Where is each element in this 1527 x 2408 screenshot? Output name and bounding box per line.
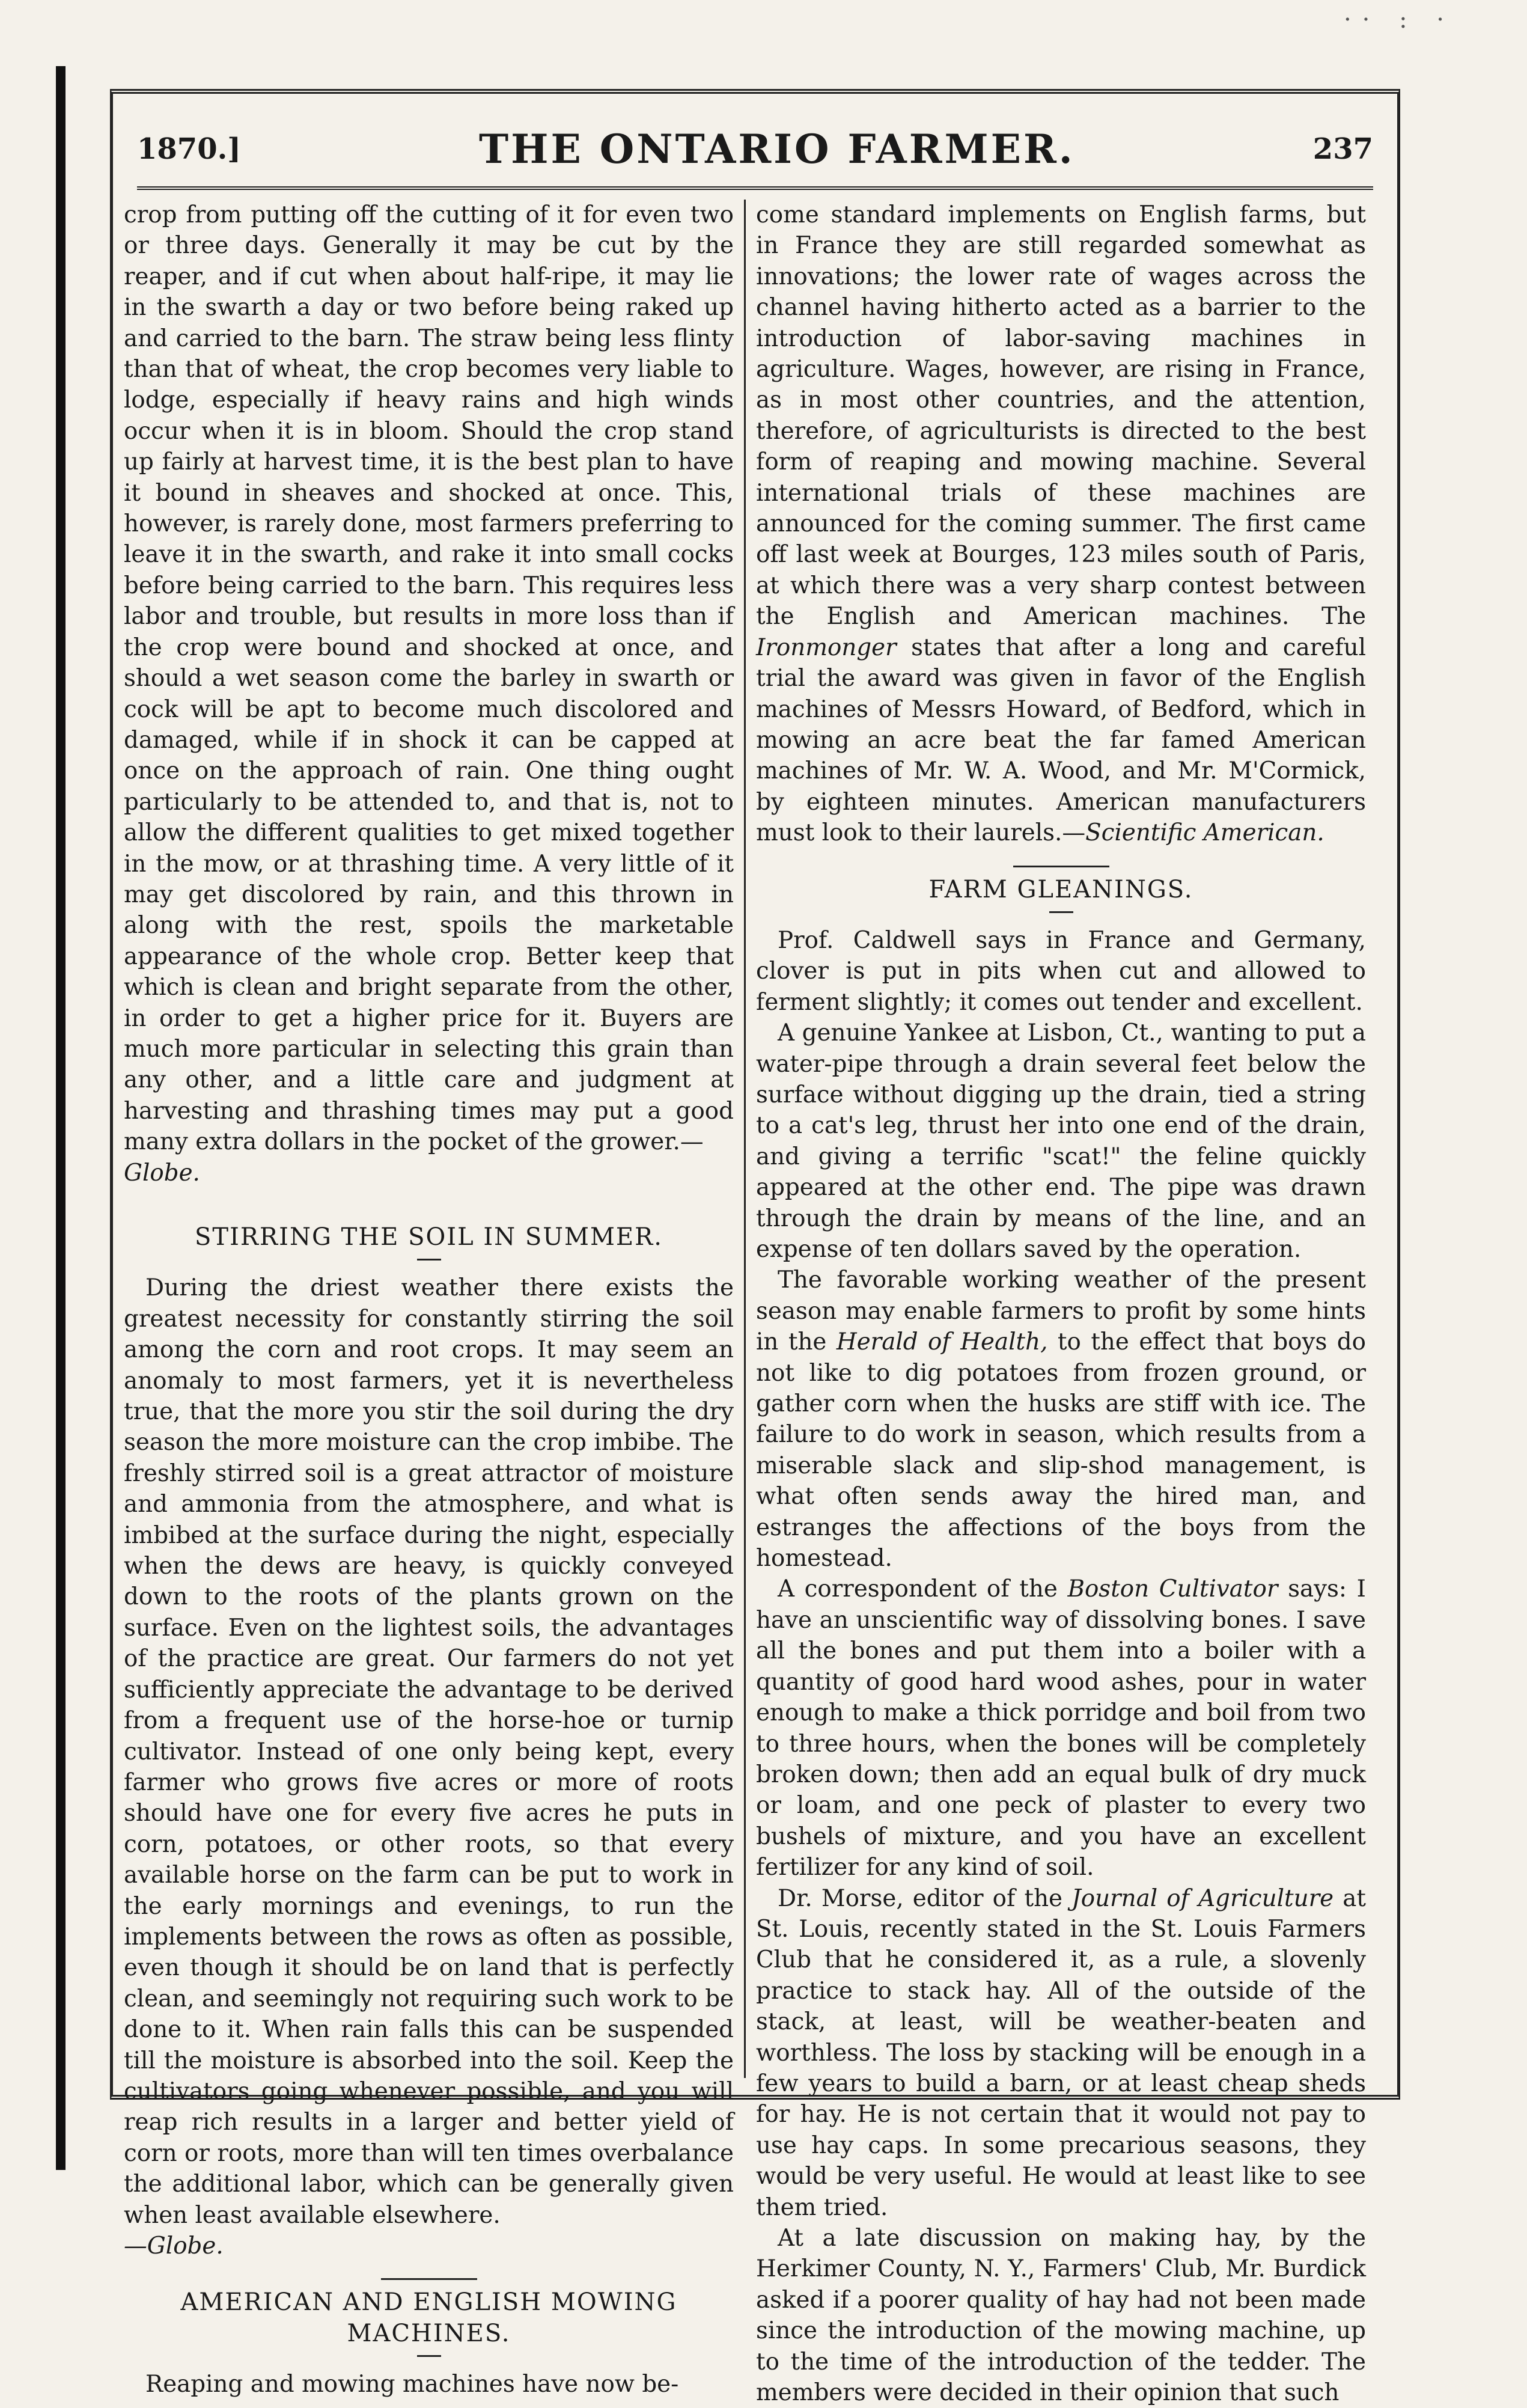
left-column [124, 200, 734, 2398]
page-frame [110, 89, 1400, 2407]
boston-cultivator-title: Boston Cultivator [1067, 1575, 1278, 1603]
stirring-soil-text: During the driest weather there exists the greatest necessity for constantly stirring the soil among the corn and root crops. It may seem an anomaly to most farmers, yet it is nevertheless true, that the more you stir the soil during the dry season the more moisture can the crop imbibe. The freshly stirred soil is a great attractor of moisture and ammonia from the atmosphere, and what is imbibed at the surface during the night, especially when the dews are heavy, is quickly conveyed down to the roots of the plants grown on the surface. Even on the lightest soils, the advantages of the practice are great. Our farmers do not yet sufficiently appreciate the advantage to be derived from a frequent use of the horse-hoe or turnip cultivator. Instead of one only being kept, every farmer who grows five acres or more of roots should have one for every five acres he puts in corn, potatoes, or other roots, so that every available horse on the farm can be put to work in the early mornings and evenings, to run the implements between the rows as often as possible, even though it should be on land that is perfectly clean, and seemingly not requiring such work to be done to it. When rain falls this can be suspended till the moisture is absorbed into the soil. Keep the cultivators going whenever possible, and you will reap rich results in a larger and better yield of corn or roots, more than will ten times overbalance the additional labor, which can be generally given when least available elsewhere. —Globe. [124, 1274, 734, 2260]
margin-marks: ·· : · [1343, 6, 1455, 34]
stirring-soil-source: —Globe. [124, 2232, 224, 2260]
ironmonger-title: Ironmonger [756, 634, 897, 661]
header-year: 1870.] [137, 132, 242, 166]
column-rule [744, 200, 746, 2078]
mowing-machines-source: Scientific American. [1085, 819, 1324, 847]
heading-dash [417, 2355, 441, 2357]
farm-gleanings-heading: FARM GLEANINGS. [928, 875, 1193, 903]
gleaning-stacking-hay: Dr. Morse, editor of the Journal of Agriculture at St. Louis, recently stated in the St. Louis Farmers Club that he considered it, as a rule, a slovenly practice to stack hay. All of the outside of the stack, at least, will be weather-beaten and worthless. The loss by stacking will be enough in a few years to build a barn, or at least cheap sheds for hay. He is not certain that it would not pay to use hay caps. In some precarious seasons, they would be very useful. He would at least like to see them tried. [756, 1884, 1366, 2221]
gleaning-yankee-cat: A genuine Yankee at Lisbon, Ct., wanting to put a water-pipe through a drain several feet below the surface without digging up the drain, tied a string to a cat's leg, thrust her into one end of the drain, and giving a terrific "scat!" the feline quickly appeared at the other end. The pipe was drawn through the drain by means of the line, and an expense of ten dollars saved by the operation. [756, 1019, 1366, 1263]
herald-of-health-title: Herald of Health, [836, 1328, 1048, 1356]
article-separator [1013, 866, 1109, 867]
heading-dash [417, 1259, 441, 1261]
stirring-soil-heading: STIRRING THE SOIL IN SUMMER. [195, 1223, 663, 1251]
barley-article-text: crop from putting off the cutting of it for even two or three days. Generally it may be cut by the reaper, and if cut when about half-ripe, it may lie in the swarth a day or two before being raked up and carried to the barn. The straw being less flinty than that of wheat, the crop becomes very liable to lodge, especially if heavy rains and high winds occur when it is in bloom. Should the crop stand up fairly at harvest time, it is the best plan to have it bound in sheaves and shocked at once. This, however, is rarely done, most farmers preferring to leave it in the swarth, and rake it into small cocks before being carried to the barn. This requires less labor and trouble, but results in more loss than if the crop were bound and shocked at once, and should a wet season come the barley in swarth or cock will be apt to become much discolored and damaged, while if in shock it can be capped at once on the approach of rain. One thing ought particularly to be attended to, and that is, not to allow the different qualities to get mixed together in the mow, or at thrashing time. A very little of it may get discolored by rain, and this thrown in along with the rest, spoils the marketable appearance of the whole crop. Better keep that which is clean and bright separate from the other, in order to get a higher price for it. Buyers are much more particular in selecting this grain than any other, and a little care and judgment at harvesting and thrashing times may put a good many extra dollars in the pocket of the grower.— Globe. [124, 201, 734, 1187]
page-number: 237 [1312, 132, 1373, 166]
right-column [756, 200, 1367, 2407]
running-header [137, 112, 1373, 190]
mowing-machines-text-cont: come standard implements on English farms, but in France they are still regarded somewhat as innovations; the lower rate of wages across the channel having hitherto acted as a barrier to the introduction of labor-saving machines in agriculture. Wages, however, are rising in France, as in most other countries, and the attention, therefore, of agriculturists is directed to the best form of reaping and mowing machine. Several international trials of these machines are announced for the coming summer. The first came off last week at Bourges, 123 miles south of Paris, at which there was a very sharp contest between the English and American machines. The Ironmonger states that after a long and careful trial the award was given in favor of the English machines of Messrs Howard, of Bedford, which in mowing an acre beat the far famed American machines of Mr. W. A. Wood, and Mr. M'Cormick, by eighteen minutes. American manufacturers must look to their laurels.—Scientific American. [756, 201, 1366, 847]
article-separator [381, 2278, 477, 2280]
heading-dash [1049, 911, 1073, 913]
gleaning-clover: Prof. Caldwell says in France and Germany, clover is put in pits when cut and allowed to ferment slightly; it comes out tender and excellent. [756, 926, 1366, 1016]
gleaning-dissolving-bones: A correspondent of the Boston Cultivator says: I have an unscientific way of dissolving bones. I save all the bones and put them into a boiler with a quantity of good hard wood ashes, pour in water enough to make a thick porridge and boil from two to three hours, when the bones will be completely broken down; then add an equal bulk of dry muck or loam, and one peck of plaster to every two bushels of mixture, and you have an excellent fertilizer for any kind of soil. [756, 1575, 1366, 1881]
mowing-machines-text-start: Reaping and mowing machines have now be- [145, 2371, 679, 2398]
binding-spine [56, 66, 66, 2170]
barley-article-source: Globe. [124, 1159, 200, 1187]
journal-of-agriculture-title: Journal of Agriculture [1071, 1884, 1334, 1912]
gleaning-work-season: The favorable working weather of the present season may enable farmers to profit by some hints in the Herald of Health, to the effect that boys do not like to dig potatoes from frozen ground, or gather corn when the husks are stiff with ice. The failure to do work in season, which results from a miserable slack and slip-shod management, is what often sends away the hired man, and estranges the affections of the boys from the homestead. [756, 1267, 1367, 1572]
gleaning-making-hay: At a late discussion on making hay, by the Herkimer County, N. Y., Farmers' Club, Mr. Burdick asked if a poorer quality of hay had not been made since the introduction of the mowing machine, up to the time of the introduction of the tedder. The members were decided in their opinion that such [756, 2225, 1366, 2407]
mowing-machines-heading: AMERICAN AND ENGLISH MOWING MACHINES. [180, 2288, 677, 2347]
header-title: THE ONTARIO FARMER. [479, 126, 1075, 173]
